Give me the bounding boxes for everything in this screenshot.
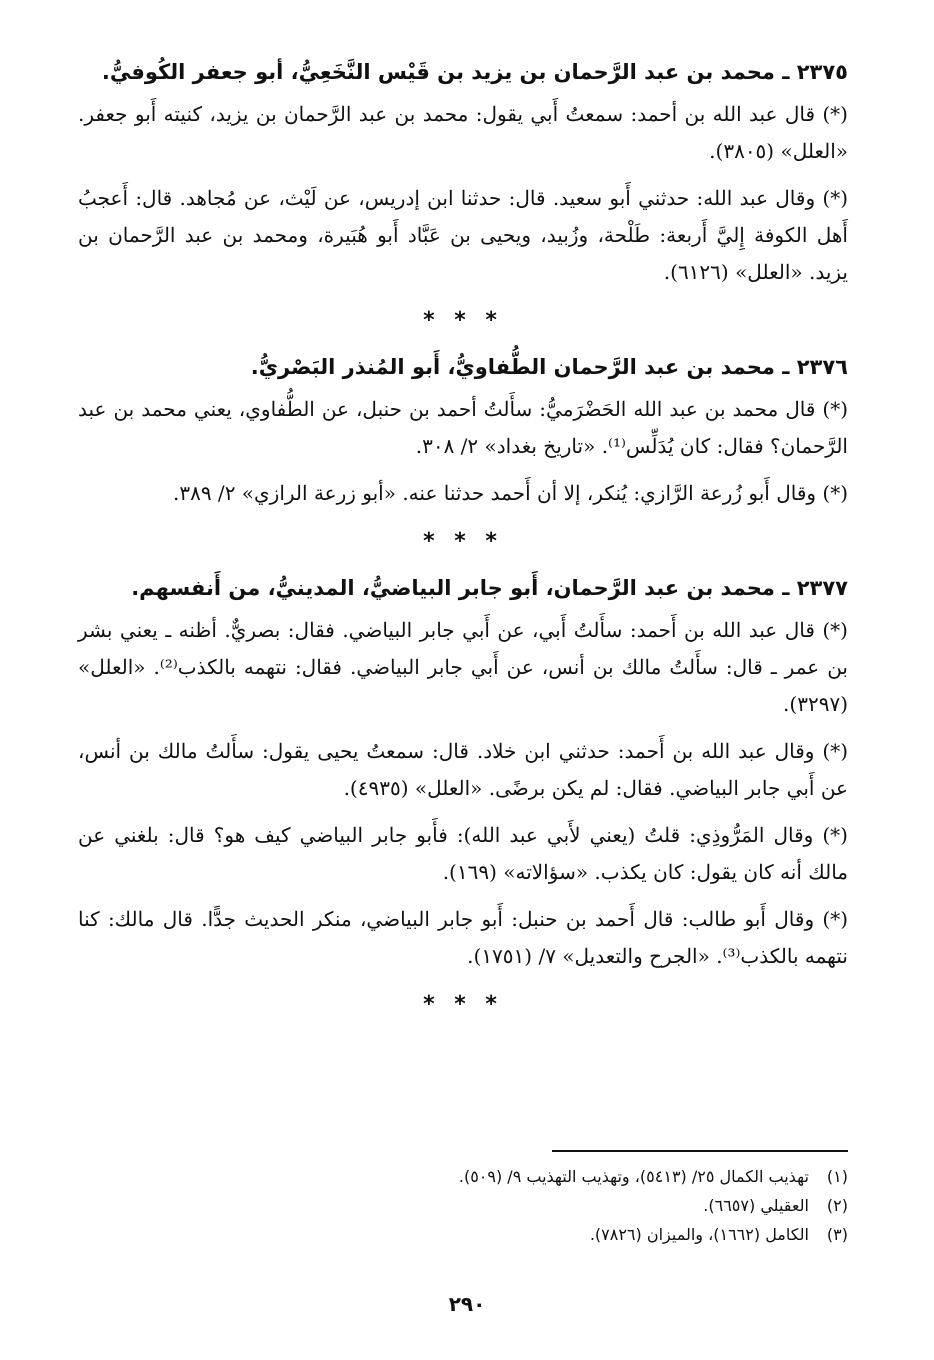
entry-paragraph: (*) وقال عبد الله: حدثني أَبو سعيد. قال: حدثنا ابن إدريس، عن لَيْث، عن مُجاهد. قال: أَعجبُ أَهل الكوفة إِليَّ أَربعة: طَلْحة، وزُبيد، ويحيى بن عَبَّاد أَبو هُبَيرة، ومحمد بن عبد الرَّحمان بن يزيد. «العلل» (٦١٢٦). <box>78 186 848 284</box>
entry-paragraph: (*) قال محمد بن عبد الله الحَضْرَميُّ: سأَلتُ أحمد بن حنبل، عن الطُّفاوي، يعني محمد بن عبد الرَّحمان؟ فقال: كان يُدَلِّس⁽¹⁾. «تاريخ بغداد» ٢/ ٣٠٨. <box>78 397 848 458</box>
entry-paragraph: (*) وقال أَبو زُرعة الرَّازي: يُنكر، إلا أن أَحمد حدثنا عنه. «أبو زرعة الرازي» ٢/ ٣٨٩. <box>172 481 848 505</box>
section-separator: * * * <box>423 992 503 1017</box>
section-separator: * * * <box>423 308 503 333</box>
entry-title: ٢٣٧٥ ـ محمد بن عبد الرَّحمان بن يزيد بن قَيْس النَّخَعِيُّ، أبو جعفر الكُوفيُّ. <box>101 60 848 84</box>
footnote-text: تهذيب الكمال ٢٥/ (٥٤١٣)، وتهذيب التهذيب ٩/ (٥٠٩). <box>458 1167 809 1186</box>
footnote-number: (٢) <box>826 1196 848 1215</box>
entry-paragraph: (*) وقال أَبو طالب: قال أَحمد بن حنبل: أَبو جابر البياضي، منكر الحديث جدًّا. قال مالك: كنا نتهمه بالكذب⁽³⁾. «الجرح والتعديل» ٧/ (١٧٥١). <box>78 907 848 968</box>
entry-title: ٢٣٧٧ ـ محمد بن عبد الرَّحمان، أَبو جابر البياضيُّ، المدينيُّ، من أَنفسهم. <box>131 576 848 600</box>
footnote <box>78 1220 848 1249</box>
footnotes <box>78 1162 848 1249</box>
footnote-number: (١) <box>826 1167 848 1186</box>
entry-paragraph: (*) قال عبد الله بن أحمد: سمعتُ أَبي يقول: محمد بن عبد الرَّحمان بن يزيد، كنيته أَبو جعفر. «العلل» (٣٨٠٥). <box>78 102 848 163</box>
footnote <box>78 1191 848 1220</box>
entry-paragraph: (*) وقال عبد الله بن أَحمد: حدثني ابن خلاد. قال: سمعتُ يحيى يقول: سأَلتُ مالك بن أنس، عن أَبي جابر البياضي. فقال: لم يكن برضًى. «العلل» (٤٩٣٥). <box>78 739 848 800</box>
section-separator: * * * <box>423 529 503 554</box>
entry-paragraph: (*) وقال المَرُّوذِي: قلتُ (يعني لأَبي عبد الله): فأَبو جابر البياضي كيف هو؟ قال: بلغني عن مالك أنه كان يقول: كان يكذب. «سؤالاته» (١٦٩). <box>78 823 848 884</box>
footnote <box>78 1162 848 1191</box>
footnote-divider <box>552 1150 848 1152</box>
entry-2376 <box>78 347 848 512</box>
entry-paragraph: (*) قال عبد الله بن أَحمد: سأَلتُ أَبي، عن أَبي جابر البياضي. فقال: بصريٌّ. أظنه ـ يعني بشر بن عمر ـ قال: سأَلتُ مالك بن أنس، عن أَبي جابر البياضي. فقال: نتهمه بالكذب⁽²⁾. «العلل» (٣٢٩٧). <box>78 618 848 716</box>
footnote-text: العقيلي (٦٦٥٧). <box>703 1196 809 1215</box>
page-number: ٢٩٠ <box>448 1292 486 1316</box>
footnote-number: (٣) <box>826 1225 848 1244</box>
entry-2375 <box>78 52 848 291</box>
entry-2377 <box>78 568 848 975</box>
entry-title: ٢٣٧٦ ـ محمد بن عبد الرَّحمان الطُّفاويُّ، أَبو المُنذر البَصْريُّ. <box>250 355 848 379</box>
footnote-text: الكامل (١٦٦٢)، والميزان (٧٨٢٦). <box>589 1225 809 1244</box>
